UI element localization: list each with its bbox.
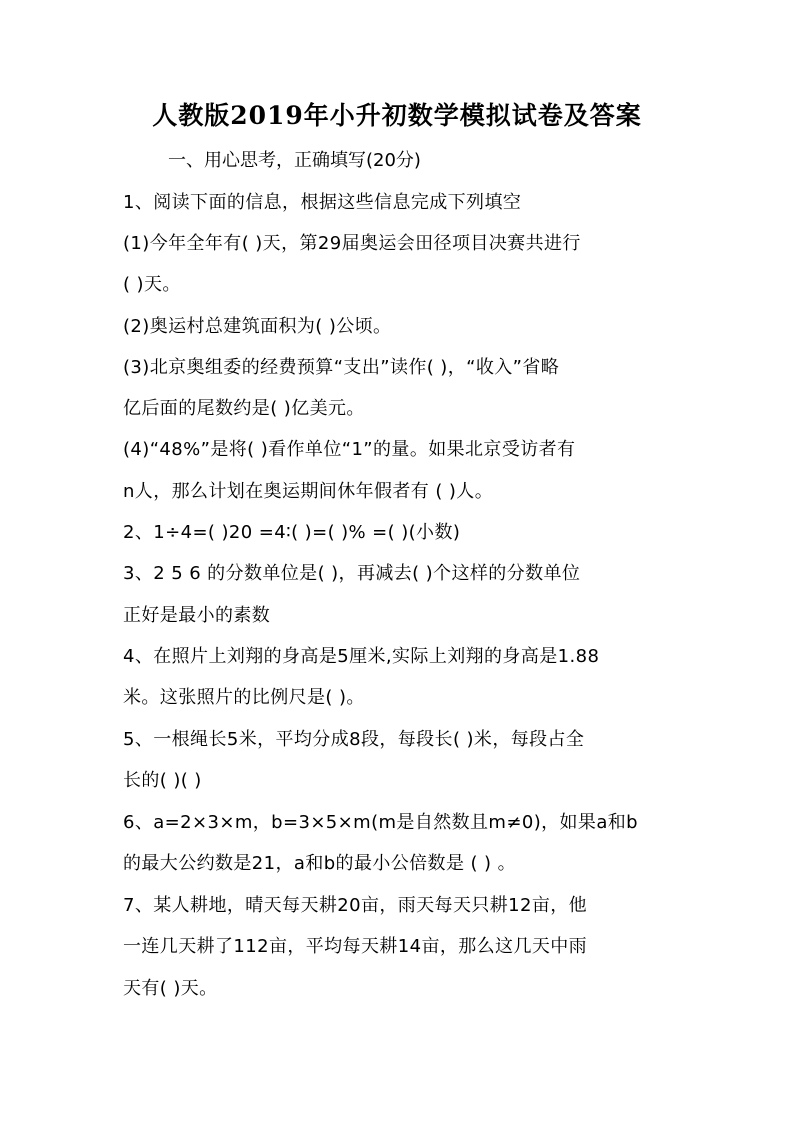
question-line: 亿后面的尾数约是( )亿美元。 [123, 398, 365, 419]
question-line: 3、2 5 6 的分数单位是( )，再减去( )个这样的分数单位 [123, 563, 581, 584]
question-line: 5、一根绳长5米，平均分成8段，每段长( )米，每段占全 [123, 729, 585, 750]
question-line: (2)奥运村总建筑面积为( )公顷。 [123, 316, 392, 337]
question-line: 的最大公约数是21，a和b的最小公倍数是 ( ) 。 [123, 853, 516, 874]
question-line: 一连几天耕了112亩，平均每天耕14亩，那么这几天中雨 [123, 936, 588, 957]
question-line: 米。这张照片的比例尺是( )。 [123, 687, 365, 708]
question-line: (1)今年全年有( )天，第29届奥运会田径项目决赛共进行 [123, 233, 581, 254]
question-line: 7、某人耕地，晴天每天耕20亩，雨天每天只耕12亩，他 [123, 895, 588, 916]
question-line: (3)北京奥组委的经费预算“支出”读作( )，“收入”省略 [123, 357, 560, 378]
question-line: 6、a=2×3×m，b=3×5×m(m是自然数且m≠0)，如果a和b [123, 812, 638, 833]
question-line: 2、1÷4=( )20 =4∶( )=( )% =( )(小数) [123, 522, 461, 543]
question-line: 天有( )天。 [123, 978, 218, 999]
question-line: ( )天。 [123, 274, 181, 295]
question-line: (4)“48%”是将( )看作单位“1”的量。如果北京受访者有 [123, 439, 576, 460]
question-line: 1、阅读下面的信息，根据这些信息完成下列填空 [123, 192, 522, 213]
question-line: 长的( )( ) [123, 770, 202, 791]
question-line: n人，那么计划在奥运期间休年假者有 ( )人。 [123, 481, 494, 502]
question-line: 4、在照片上刘翔的身高是5厘米,实际上刘翔的身高是1.88 [123, 646, 600, 667]
document-title: 人教版2019年小升初数学模拟试卷及答案 [152, 101, 642, 130]
question-line: 正好是最小的素数 [123, 605, 271, 626]
section-heading: 一、用心思考，正确填写(20分) [168, 150, 421, 171]
